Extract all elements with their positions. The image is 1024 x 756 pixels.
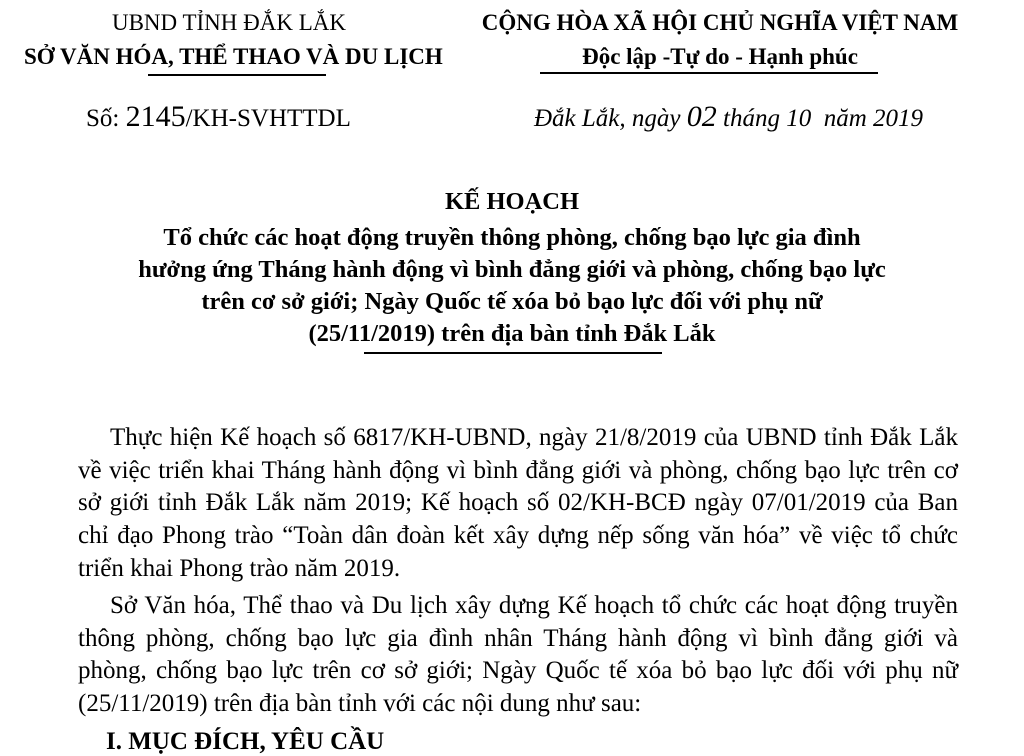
date-year: 2019	[873, 105, 924, 132]
document-number-prefix: Số:	[86, 105, 120, 132]
agency-name: UBND TỈNH ĐẮK LẮK	[111, 10, 347, 35]
date-month: 10	[786, 105, 812, 132]
document-number-suffix: /KH-SVHTTDL	[185, 105, 351, 132]
title-line-4: (25/11/2019) trên địa bàn tỉnh Đắk Lắk	[308, 320, 716, 347]
national-motto: Độc lập -Tự do - Hạnh phúc	[582, 44, 858, 69]
department-name: SỞ VĂN HÓA, THỂ THAO VÀ DU LỊCH	[24, 44, 443, 69]
date-day: 02	[686, 100, 717, 133]
document-date	[534, 100, 923, 134]
title-line-2: hưởng ứng Tháng hành động vì bình đẳng giới và phòng, chống bạo lực	[138, 256, 886, 283]
header-right-underline	[540, 72, 878, 74]
date-month-label: tháng	[723, 105, 780, 132]
section-heading-1: I. MỤC ĐÍCH, YÊU CẦU	[106, 728, 385, 755]
title-line-3: trên cơ sở giới; Ngày Quốc tế xóa bỏ bạo lực đối với phụ nữ	[201, 288, 823, 315]
body-paragraph-1: Thực hiện Kế hoạch số 6817/KH-UBND, ngày 21/8/2019 của UBND tỉnh Đắk Lắk về việc triển khai Tháng hành động vì bình đẳng giới và phòng, chống bạo lực trên cơ sở giới tỉnh Đắk Lắk năm 2019; Kế hoạch số 02/KH-BCĐ ngày 07/01/2019 của Ban chỉ đạo Phong trào “Toàn dân đoàn kết xây dựng nếp sống văn hóa” về việc tổ chức triển khai Phong trào năm 2019.	[78, 424, 958, 582]
date-year-label: năm	[823, 105, 867, 132]
document-title: KẾ HOẠCH	[444, 188, 580, 215]
national-title: CỘNG HÒA XÃ HỘI CHỦ NGHĨA VIỆT NAM	[481, 10, 959, 35]
title-underline	[364, 352, 662, 354]
header-left-underline	[148, 74, 326, 76]
body-paragraph-2: Sở Văn hóa, Thể thao và Du lịch xây dựng Kế hoạch tổ chức các hoạt động truyền thông phòng, chống bạo lực gia đình nhân Tháng hành động vì bình đẳng giới và phòng, chống bạo lực trên cơ sở giới; Ngày Quốc tế xóa bỏ bạo lực đối với phụ nữ (25/11/2019) trên địa bàn tỉnh với các nội dung như sau:	[78, 592, 958, 718]
date-prefix: Đắk Lắk, ngày	[534, 105, 681, 132]
document-number-value: 2145	[125, 100, 186, 133]
title-line-1: Tổ chức các hoạt động truyền thông phòng, chống bạo lực gia đình	[163, 224, 861, 251]
document-number	[86, 100, 351, 134]
